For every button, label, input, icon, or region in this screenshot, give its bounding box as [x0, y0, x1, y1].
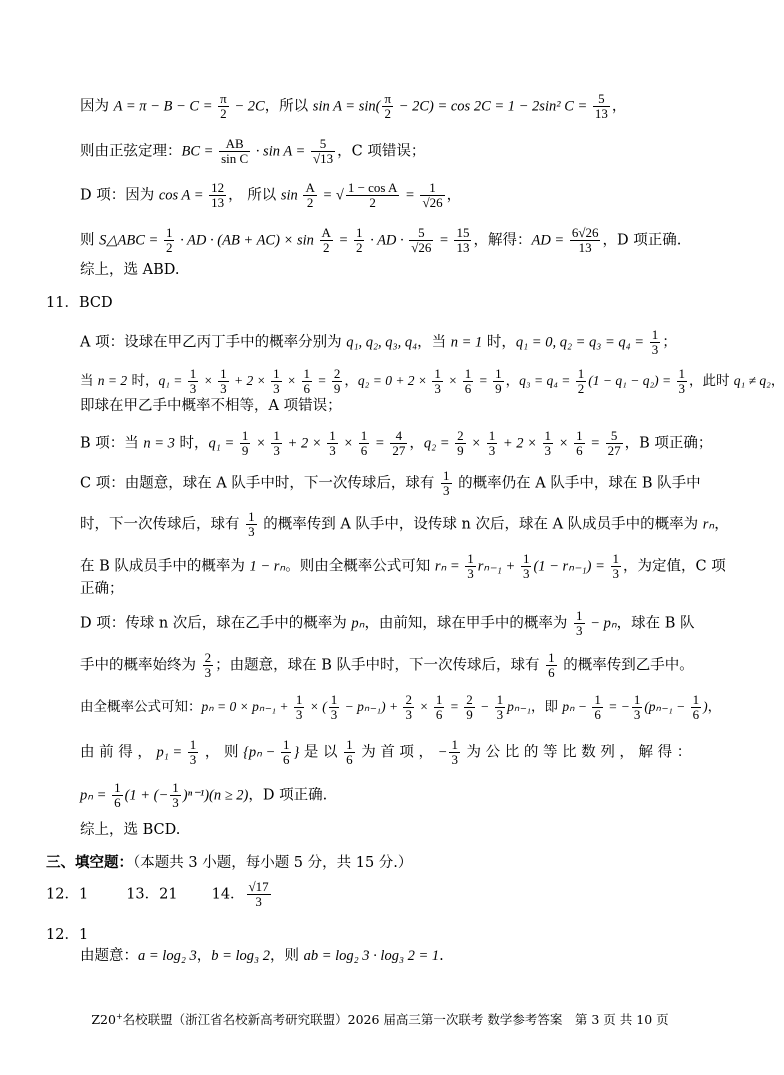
answer-line: B 项：当 n = 3 时，q₁ = $\frac{1}{9}$ × $\frac{1}{3}$ + 2 × $\frac{1}{3}$ × $\frac{1}{6}$ = $\frac{4}{27}$ ，q₂ = $\frac{2}{9}$ × $\frac{1}{3}$ + 2 × $\frac{1}{3}$ × $\frac{1}{6}$ = $\frac{5}{27}$ ，B 项正确；	[80, 428, 713, 458]
answer-line: C 项：由题意，球在 A 队手中时，下一次传球后，球有 $\frac{1}{3}$ 的概率仍在 A 队手中，球在 B 队手中	[80, 468, 701, 498]
page-footer: Z20+名校联盟（浙江省名校新高考研究联盟）2026 届高三第一次联考 数学参考答案 第 3 页 共 10 页	[91, 1011, 669, 1027]
answer-line: 因为 A = π − B − C = $\frac{\pi}{2}$ − 2C，所以 sin A = sin( $\frac{\pi}{2}$ − 2C) = cos 2C = 1 − 2sin² C = $\frac{5}{13}$ ，	[80, 91, 627, 121]
question-number: 12．1	[46, 927, 89, 943]
answer-line: 在 B 队成员手中的概率为 1 − rₙ。则由全概率公式可知 rₙ = $\frac{1}{3}$ rₙ₋₁ + $\frac{1}{3}$ (1 − rₙ₋₁) = $\frac{1}{3}$ ，为定值，C 项	[80, 551, 726, 581]
answer-line: D 项：传球 n 次后，球在乙手中的概率为 pₙ，由前知，球在甲手中的概率为 $\frac{1}{3}$ − pₙ，球在 B 队	[80, 608, 695, 638]
section-title: 三、填空题：（本题共 3 小题，每小题 5 分，共 15 分.）	[46, 854, 413, 871]
answer-line: 即球在甲乙手中概率不相等，A 项错误；	[80, 398, 342, 414]
answer-line: pₙ = $\frac{1}{6}$ (1 + (− $\frac{1}{3}$ )ⁿ⁻¹)(n ≥ 2)，D 项正确.	[80, 780, 328, 810]
answer-line: 则由正弦定理：BC = $\frac{AB}{\text{sin C}}$ · sin A = $\frac{5}{√13}$ ，C 项错误；	[80, 136, 426, 166]
answer-line: 由 前 得 ， p₁ = $\frac{1}{3}$ ， 则 {pₙ − $\frac{1}{6}$ } 是 以 $\frac{1}{6}$ 为 首 项 ， − $\frac{1}{3}$ 为 公 比 的 等 比 数 列 ， 解 得 ：	[80, 737, 692, 767]
answer-line: 综上，选 BCD.	[80, 822, 181, 838]
answer-line: 手中的概率始终为 $\frac{2}{3}$ ；由题意，球在 B 队手中时，下一次传球后，球有 $\frac{1}{6}$ 的概率传到乙手中。	[80, 650, 694, 680]
answer-line: D 项：因为 cos A = $\frac{12}{13}$ ， 所以 sin $\frac{A}{2}$ = √ $\frac{\text{1 − cos A}}{2}$ = $\frac{1}{√26}$ ，	[80, 180, 462, 210]
answer-line: 综上，选 ABD.	[80, 262, 180, 278]
answer-line: 时，下一次传球后，球有 $\frac{1}{3}$ 的概率传到 A 队手中，设传球 n 次后，球在 A 队成员手中的概率为 rₙ，	[80, 509, 729, 539]
answer-line: A 项：设球在甲乙丙丁手中的概率分别为 q₁, q₂, q₃, q₄，当 n = 1 时，q₁ = 0, q₂ = q₃ = q₄ = $\frac{1}{3}$ ；	[80, 327, 677, 357]
answer-line: 则 S△ABC = $\frac{1}{2}$ · AD · (AB + AC) × sin $\frac{A}{2}$ = $\frac{1}{2}$ · AD · $\frac{5}{√26}$ = $\frac{15}{13}$ ，解得：AD = $\frac{6√26}{13}$ ，D 项正确.	[80, 225, 682, 255]
answer-line: 由题意：a = log₂ 3，b = log₃ 2，则 ab = log₂ 3 · log₃ 2 = 1.	[80, 948, 444, 964]
question-number: 11．BCD	[46, 295, 113, 311]
answer-line: 当 n = 2 时，q₁ = $\frac{1}{3}$ × $\frac{1}{3}$ + 2 × $\frac{1}{3}$ × $\frac{1}{6}$ = $\frac{2}{9}$ ，q₂ = 0 + 2 × $\frac{1}{3}$ × $\frac{1}{6}$ = $\frac{1}{9}$ ，q₃ = q₄ = $\frac{1}{2}$ (1 − q₁ − q₂) = $\frac{1}{3}$ ，此时 q₁ ≠ q₂，	[80, 366, 784, 396]
answer-line: 正确；	[80, 581, 124, 597]
answer-line: 由全概率公式可知：pₙ = 0 × pₙ₋₁ + $\frac{1}{3}$ × ( $\frac{1}{3}$ − pₙ₋₁) + $\frac{2}{3}$ × $\frac{1}{6}$ = $\frac{2}{9}$ − $\frac{1}{3}$ pₙ₋₁，即 pₙ − $\frac{1}{6}$ = − $\frac{1}{3}$ (pₙ₋₁ − $\frac{1}{6}$ )，	[80, 692, 722, 722]
answer-summary: 12．1 13．21 14． $\frac{√17}{3}$	[46, 879, 269, 909]
